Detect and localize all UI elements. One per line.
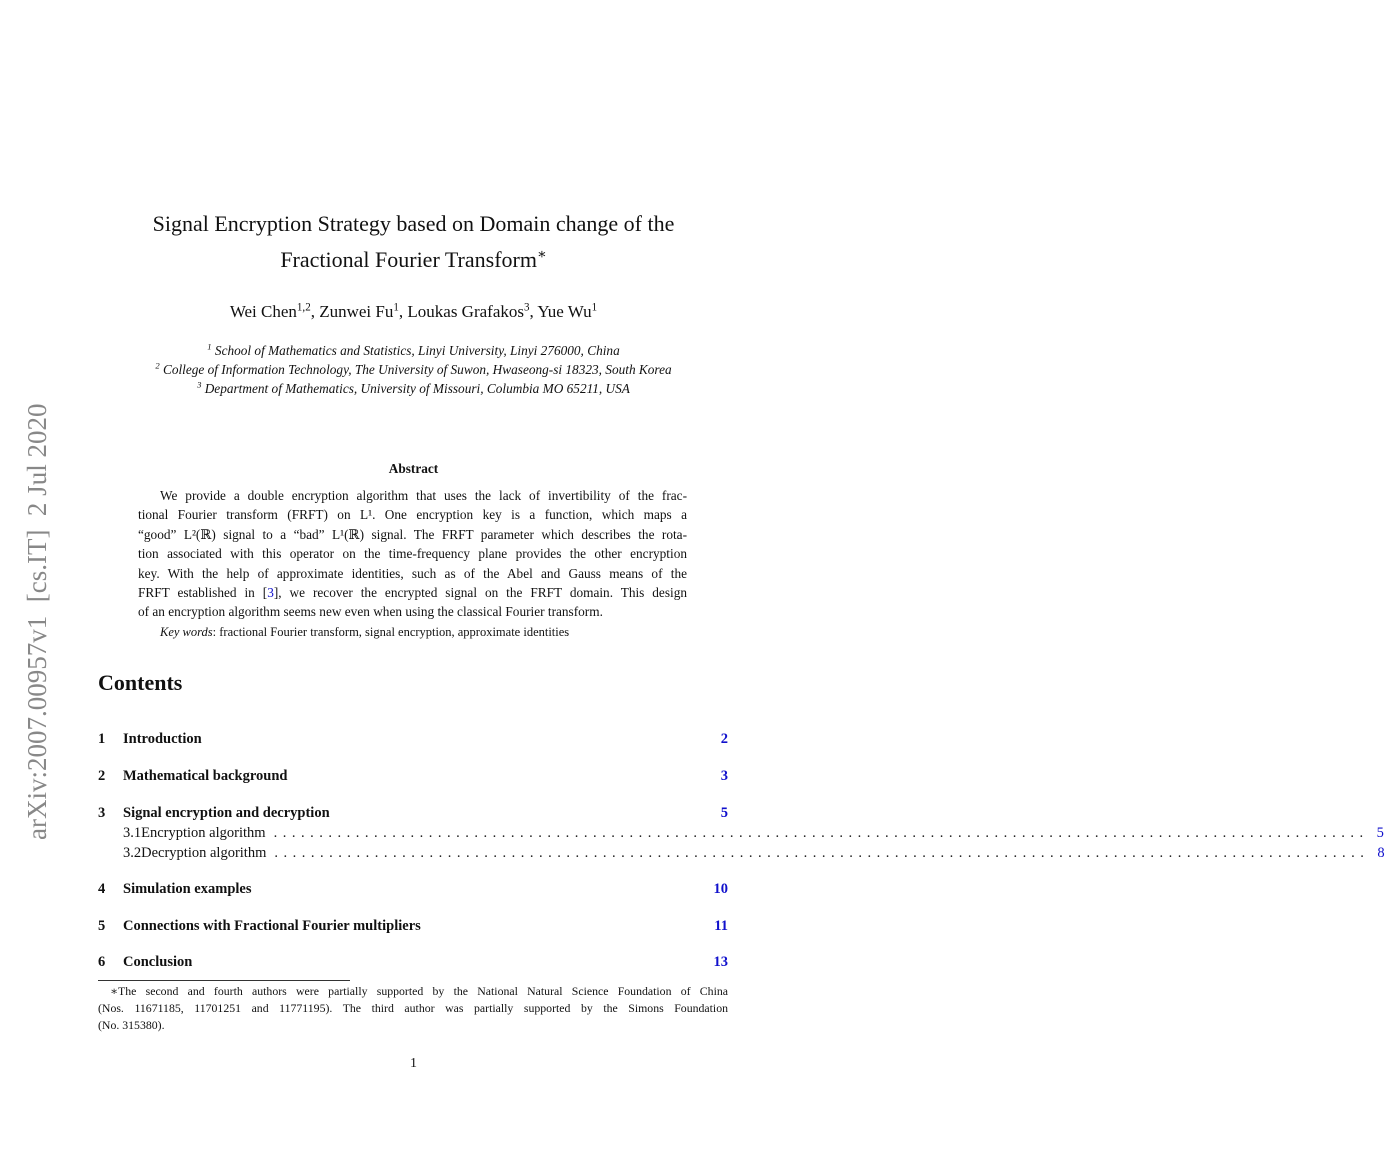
toc-page-link[interactable]: 8 (1377, 845, 1385, 861)
toc-number: 3 (98, 805, 106, 821)
title-line-2 (0, 247, 827, 273)
toc-title[interactable]: Conclusion (123, 954, 193, 970)
abstract-line: “good” L²(ℝ) signal to a “bad” L¹(ℝ) signal. The FRFT parameter which describes the rota- (138, 526, 687, 542)
toc-title[interactable]: Introduction (123, 731, 202, 747)
abstract-line: FRFT established in [3], we recover the encrypted signal on the FRFT domain. This design (138, 585, 688, 600)
keywords (160, 625, 569, 640)
toc-entry[interactable] (98, 805, 728, 822)
affiliation-text: College of Information Technology, The University of Suwon, Hwaseong-si 18323, South Korea (162, 362, 672, 377)
toc-entry[interactable] (98, 731, 728, 748)
author-name: Yue Wu (537, 302, 592, 321)
toc-title[interactable]: Connections with Fractional Fourier multipliers (123, 918, 421, 934)
toc-number: 3.2 (123, 845, 142, 861)
author: Wei Chen$^{1,2}$, (229, 301, 320, 321)
toc-number: 6 (98, 954, 106, 970)
abstract-line: tion associated with this operator on the time-frequency plane provides the other encryption (138, 546, 687, 562)
toc-number: 5 (98, 918, 106, 934)
author-affiliation-mark: 1,2 (296, 301, 311, 314)
toc-page-link[interactable]: 3 (720, 768, 728, 784)
arxiv-stamp: arXiv:2007.00957v1 [cs.IT] 2 Jul 2020 (22, 403, 52, 840)
toc-leader-dots: ........................................................................................................................ (274, 845, 1370, 861)
abstract-line: key. With the help of approximate identities, such as of the Abel and Gauss means of the (138, 565, 687, 581)
abstract-line: We provide a double encryption algorithm that uses the lack of invertibility of the frac- (160, 488, 687, 503)
toc-entry[interactable] (98, 918, 728, 935)
toc-entry[interactable] (98, 768, 728, 785)
affiliation-mark: 3 (197, 379, 202, 390)
footnote-line: (Nos. 11671185, 11701251 and 11771195). The third author was partially supported by the Simons Foundation (98, 1001, 728, 1015)
affiliation-text: School of Mathematics and Statistics, Linyi University, Linyi 276000, China (214, 343, 620, 358)
citation-link[interactable]: 3 (267, 585, 274, 600)
toc-entry[interactable] (98, 825, 1384, 842)
toc-entry[interactable] (98, 845, 1385, 862)
author-affiliation-mark: 1 (591, 301, 598, 314)
toc-title[interactable]: Encryption algorithm (141, 825, 266, 841)
toc-title[interactable]: Mathematical background (123, 768, 288, 784)
author-name: Wei Chen (229, 302, 297, 321)
author: Loukas Grafakos$^3$, (407, 301, 538, 321)
affiliation (0, 362, 827, 378)
toc-title[interactable]: Signal encryption and decryption (123, 805, 330, 821)
footnote-line: ∗The second and fourth authors were partially supported by the National Natural Science Foundation of China (110, 984, 728, 998)
author-name: Zunwei Fu (319, 302, 394, 321)
title-text: Fractional Fourier Transform (280, 247, 537, 272)
footnote-line: (No. 315380). (98, 1018, 165, 1032)
title-line-1: Signal Encryption Strategy based on Domain change of the (152, 211, 675, 236)
toc-page-link[interactable]: 10 (713, 881, 728, 897)
toc-number: 2 (98, 768, 106, 784)
toc-title[interactable]: Simulation examples (123, 881, 252, 897)
toc-entry[interactable] (98, 954, 728, 971)
affiliation (0, 381, 827, 397)
author: Zunwei Fu$^1$, (319, 301, 408, 321)
author-affiliation-mark: 1 (393, 301, 399, 314)
abstract-line: tional Fourier transform (FRFT) on L¹. One encryption key is a function, which maps a (138, 507, 687, 523)
toc-title[interactable]: Decryption algorithm (141, 845, 267, 861)
affiliation-mark: 1 (207, 341, 212, 352)
authors (0, 302, 827, 322)
toc-leader-dots: ........................................................................................................................ (273, 825, 1369, 841)
title-footnote-mark[interactable]: ∗ (536, 246, 547, 263)
toc-number: 3.1 (123, 825, 142, 841)
abstract-heading: Abstract (388, 461, 439, 476)
keywords-text: : fractional Fourier transform, signal encryption, approximate identities (212, 625, 570, 639)
affiliation (0, 343, 827, 359)
contents-heading: Contents (98, 670, 183, 695)
author-affiliation-mark: 3 (524, 301, 530, 314)
toc-page-link[interactable]: 5 (720, 805, 728, 821)
toc-page-link[interactable]: 5 (1376, 825, 1384, 841)
affiliation-mark: 2 (155, 360, 160, 371)
affiliation-text: Department of Mathematics, University of Missouri, Columbia MO 65211, USA (204, 381, 630, 396)
toc-entry[interactable] (98, 881, 728, 898)
author-name: Loukas Grafakos (407, 302, 524, 321)
footnote-rule (98, 980, 350, 981)
toc-page-link[interactable]: 2 (720, 731, 728, 747)
toc-page-link[interactable]: 11 (714, 918, 728, 934)
page-number: 1 (410, 1056, 417, 1071)
keywords-label: Key words (160, 625, 213, 639)
toc-page-link[interactable]: 13 (713, 954, 728, 970)
toc-number: 4 (98, 881, 106, 897)
toc-number: 1 (98, 731, 106, 747)
abstract-line: of an encryption algorithm seems new even when using the classical Fourier transform. (138, 604, 603, 620)
author (537, 302, 597, 321)
